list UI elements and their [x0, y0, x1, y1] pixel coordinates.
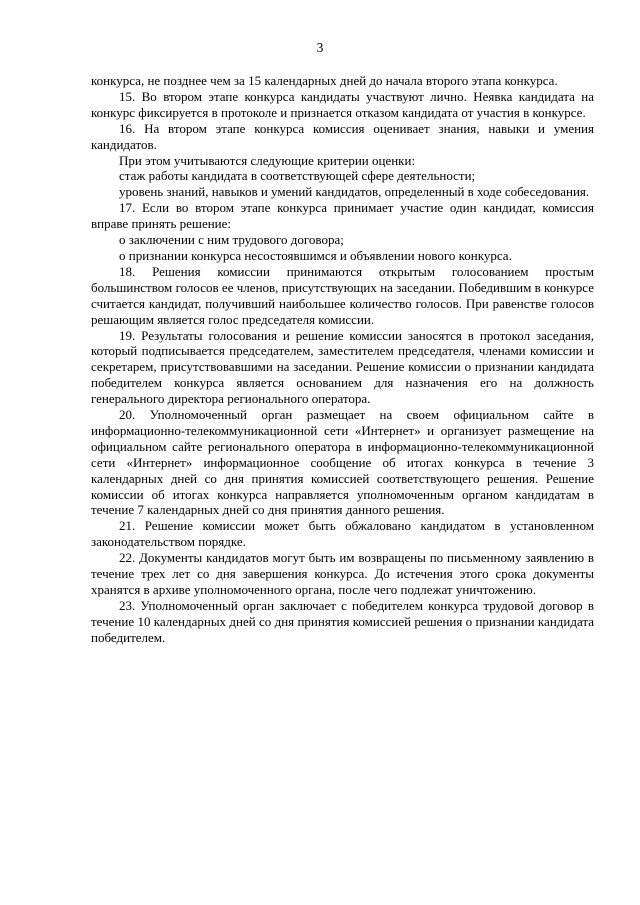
paragraph-option-contract: о заключении с ним трудового договора;: [119, 232, 344, 248]
paragraph-criterion-experience: стаж работы кандидата в соответствующей сфере деятельности;: [119, 168, 476, 184]
paragraph-item-21: 21. Решение комиссии может быть обжаловано кандидатом в установленном законодательством порядке.: [91, 518, 594, 550]
paragraph-item-17: 17. Если во втором этапе конкурса принимает участие один кандидат, комиссия вправе принять решение:: [91, 200, 594, 232]
paragraph-item-18: 18. Решения комиссии принимаются открытым голосованием простым большинством голосов ее членов, присутствующих на заседании. Победившим в конкурсе считается кандидат, получивший наибольшее количество голосов. При равенстве голосов решающим является голос председателя комиссии.: [91, 263, 594, 327]
paragraph-criteria-intro: При этом учитываются следующие критерии оценки:: [119, 152, 416, 168]
paragraph-continuation: конкурса, не позднее чем за 15 календарных дней до начала второго этапа конкурса.: [91, 73, 558, 88]
paragraph-item-22: 22. Документы кандидатов могут быть им возвращены по письменному заявлению в течение трех лет со дня завершения конкурса. До истечения этого срока документы хранятся в архиве уполномоченного органа, после чего подлежат уничтожению.: [91, 550, 594, 597]
paragraph-item-19: 19. Результаты голосования и решение комиссии заносятся в протокол заседания, который подписывается председателем, заместителем председателя, членами комиссии и секретарем, присутствовавшими на заседании. Решение комиссии о признании кандидата победителем конкурса является основанием для назначения его на должность генерального директора регионального оператора.: [91, 327, 594, 407]
paragraph-item-16: 16. На втором этапе конкурса комиссия оценивает знания, навыки и умения кандидатов.: [91, 120, 594, 152]
document-body: [91, 73, 594, 646]
paragraph-option-new-contest: о признании конкурса несостоявшимся и объявлении нового конкурса.: [119, 247, 512, 263]
paragraph-criterion-knowledge: уровень знаний, навыков и умений кандидатов, определенный в ходе собеседования.: [119, 184, 590, 200]
paragraph-item-15: 15. Во втором этапе конкурса кандидаты участвуют лично. Неявка кандидата на конкурс фиксируется в протоколе и признается отказом кандидата от участия в конкурсе.: [91, 88, 594, 120]
page-number: 3: [316, 40, 324, 55]
paragraph-item-23: 23. Уполномоченный орган заключает с победителем конкурса трудовой договор в течение 10 календарных дней со дня принятия комиссией решения о признании кандидата победителем.: [91, 597, 594, 645]
paragraph-item-20: 20. Уполномоченный орган размещает на своем официальном сайте в информационно-телекоммуникационной сети «Интернет» и организует размещение на официальном сайте регионального оператора в информационно-телекоммуникационной сети «Интернет» информационное сообщение об итогах конкурса в течение 3 календарных дней со дня принятия комиссией соответствующего решения. Решение комиссии об итогах конкурса направляется уполномоченным органом кандидатам в течение 7 календарных дней со дня принятия данного решения.: [91, 407, 594, 518]
